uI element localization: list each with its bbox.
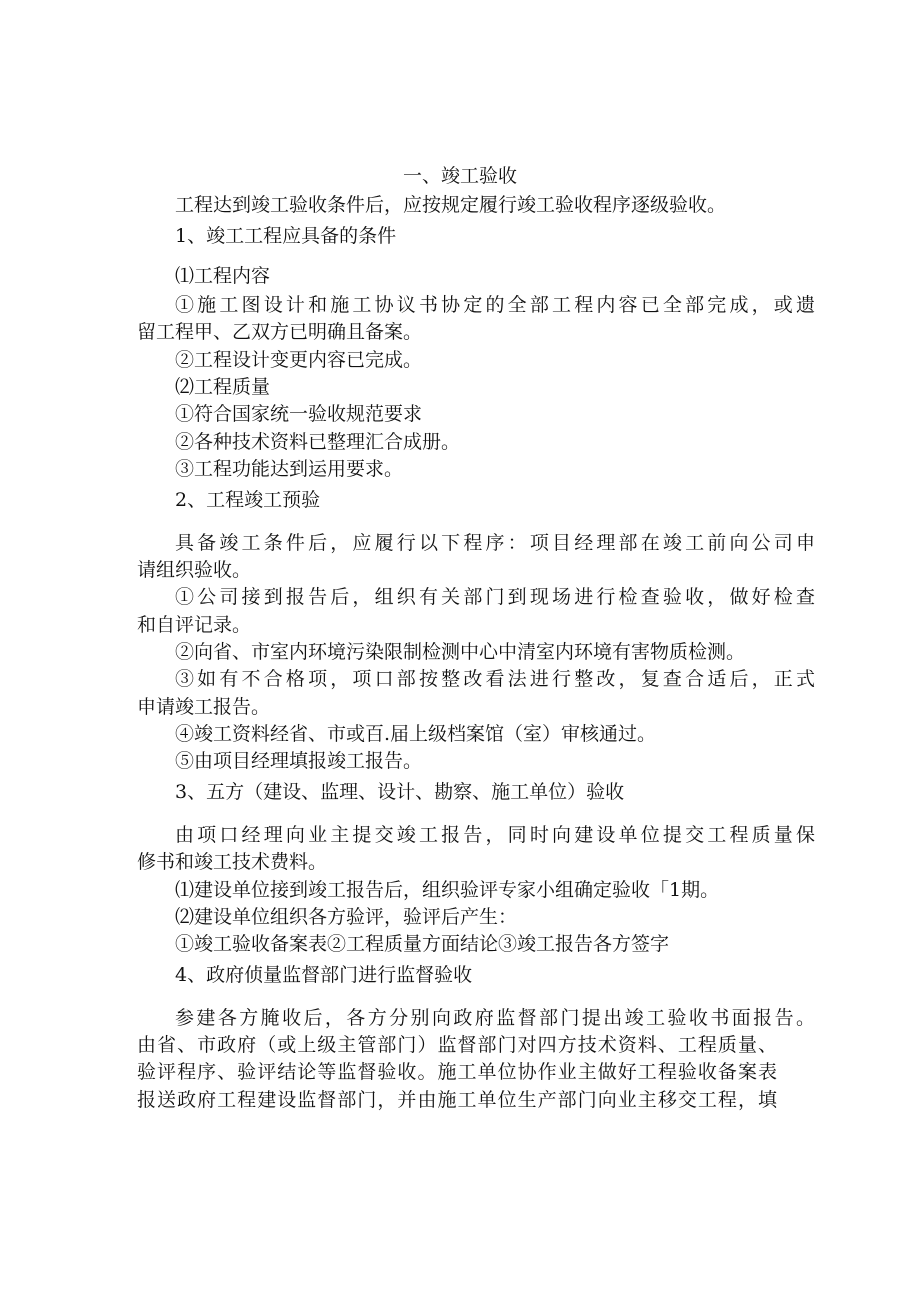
paragraph-line: ③工程功能达到运用要求。 — [175, 458, 404, 480]
paragraph-line: ①符合国家统一验收规范要求 — [175, 403, 423, 425]
paragraph-line: 由项口经理向业主提交竣工报告，同时向建设单位提交工程质量保 — [175, 824, 815, 846]
paragraph-line: 请组织验收。 — [137, 559, 252, 581]
paragraph-line: 验评程序、验评结论等监督验收。施工单位协作业主做好工程验收备案表 — [137, 1061, 777, 1083]
paragraph-line: ②工程设计变更内容已完成。 — [175, 349, 423, 371]
subheading-3: 3、五方（建设、监理、设计、勘察、施工单位）验收 — [175, 781, 625, 803]
paragraph-line: ①竣工验收备案表②工程质量方面结论③竣工报告各方签字 — [175, 933, 670, 955]
paragraph-line: ④竣工资料经省、市或百.届上级档案馆（室）审核通过。 — [175, 723, 657, 745]
paragraph-intro: 工程达到竣工验收条件后，应按规定履行竣工验收程序逐级验收。 — [175, 194, 727, 216]
paragraph-line: ②各种技术资料已整理汇合成册。 — [175, 431, 461, 453]
paragraph-line: ②向省、市室内环境污染限制检测中心中清室内环境有害物质检测。 — [175, 641, 746, 663]
subheading-4: 4、政府侦量监督部门进行监督验收 — [175, 964, 473, 986]
subheading-2: 2、工程竣工预验 — [175, 489, 321, 511]
paragraph-line: ①公司接到报告后，组织有关部门到现场进行检查验收，做好检查 — [175, 586, 815, 608]
paragraph-line: ③如有不合格项，项口部按整改看法进行整改，复查合适后，正式 — [175, 668, 815, 690]
paragraph-line: 具备竣工条件后，应履行以下程序：项目经理部在竣工前向公司申 — [175, 532, 815, 554]
paragraph-line: ⑵建设单位组织各方验评，验评后产生： — [175, 906, 518, 928]
paragraph-line: 修书和竣工技术费料。 — [137, 851, 328, 873]
paragraph-line: 和自评记录。 — [137, 614, 252, 636]
paragraph-line: 报送政府工程建设监督部门，并由施工单位生产部门向业主移交工程，填 — [137, 1089, 777, 1111]
subheading-1: 1、竣工工程应具备的条件 — [175, 225, 397, 247]
paragraph-line: 由省、市政府（或上级主管部门）监督部门对四方技术资料、工程质量、 — [137, 1034, 777, 1056]
paragraph-line: 留工程甲、乙双方已明确且备案。 — [137, 321, 423, 343]
item-project-content: ⑴工程内容 — [175, 265, 271, 287]
paragraph-line: ⑴建设单位接到竣工报告后，组织验评专家小组确定验收「1期。 — [175, 879, 720, 901]
paragraph-line: 申请竣工报告。 — [137, 696, 271, 718]
item-project-quality: ⑵工程质量 — [175, 376, 271, 398]
paragraph-line: ①施工图设计和施工协议书协定的全部工程内容已全部完成，或遗 — [175, 294, 815, 316]
paragraph-line: 参建各方腌收后，各方分别向政府监督部门提出竣工验收书面报告。 — [175, 1007, 815, 1029]
paragraph-line: ⑤由项目经理填报竣工报告。 — [175, 750, 423, 772]
section-title: 一、竣工验收 — [402, 165, 517, 187]
